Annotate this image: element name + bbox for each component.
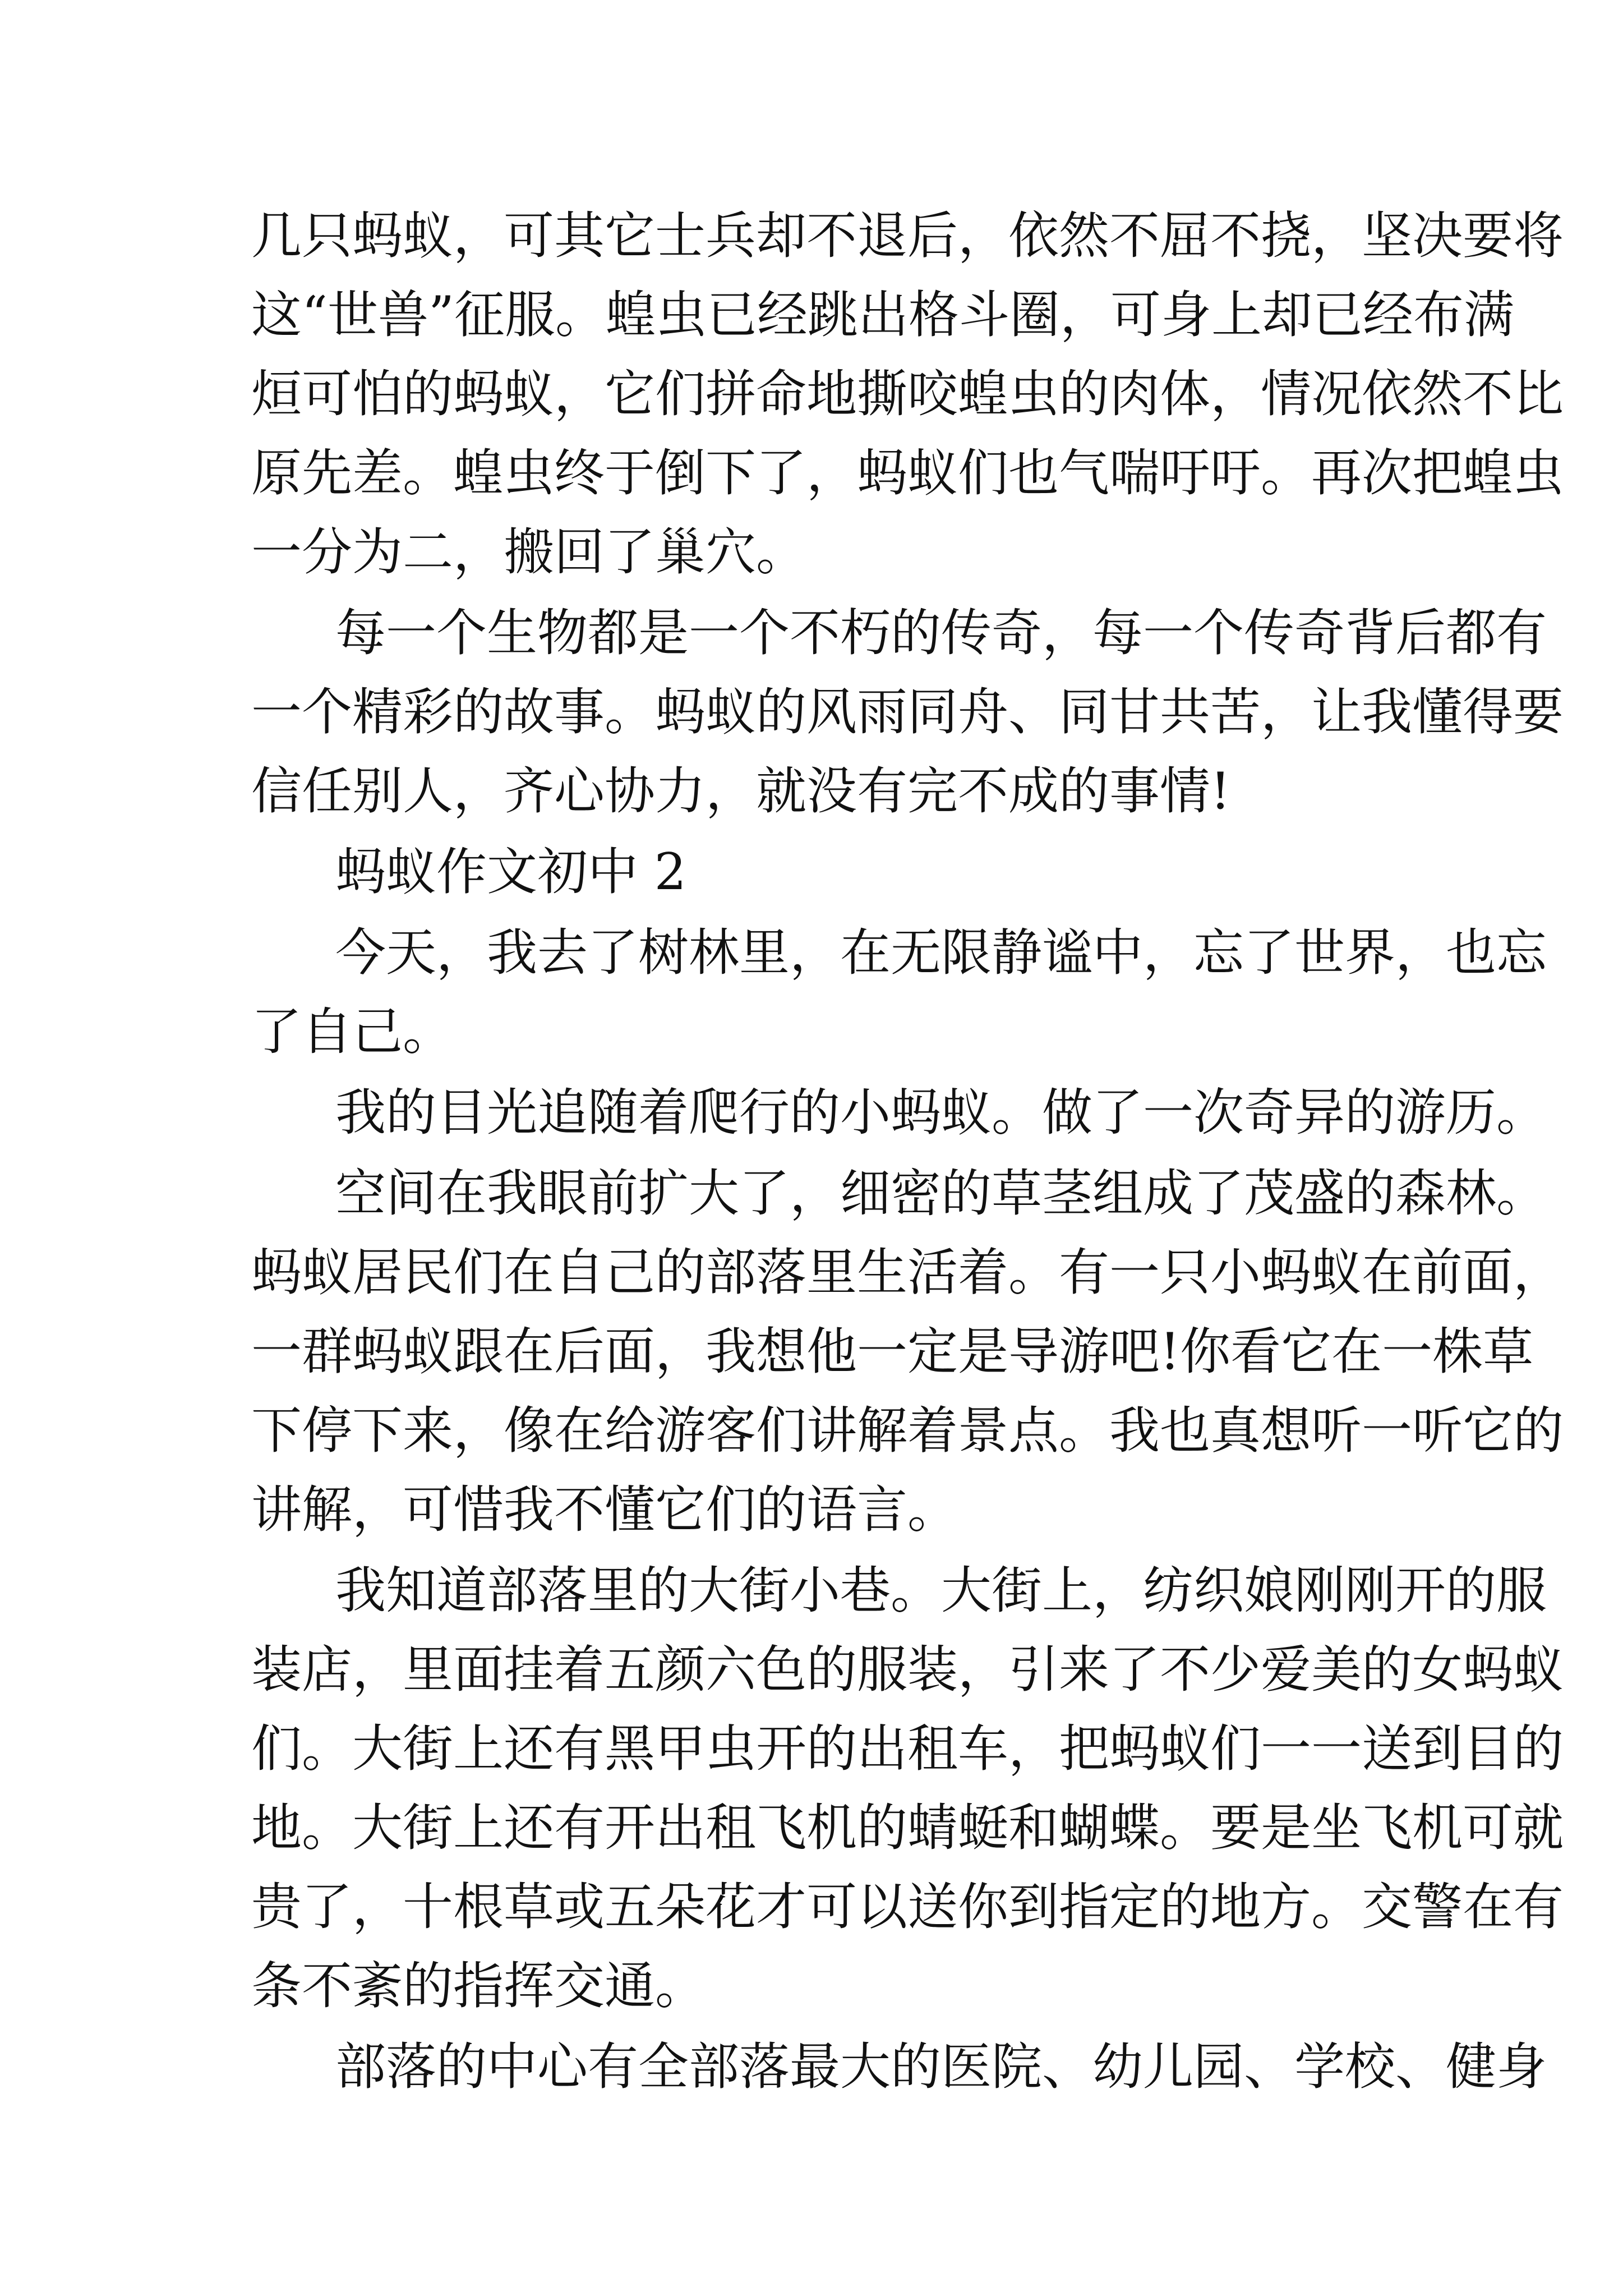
text-line: 蚂蚁居民们在自己的部落里生活着。有一只小蚂蚁在前面，: [251, 1243, 1564, 1302]
text-line: 每一个生物都是一个不朽的传奇，每一个传奇背后都有: [335, 604, 1547, 662]
text-line: 们。大街上还有黑甲虫开的出租车，把蚂蚁们一一送到目的: [251, 1719, 1564, 1778]
text-line: 一群蚂蚁跟在后面，我想他一定是导游吧!你看它在一株草: [251, 1322, 1534, 1381]
text-line: 信任别人，齐心协力，就没有完不成的事情!: [251, 762, 1231, 821]
text-line: 一分为二，搬回了巢穴。: [251, 523, 806, 582]
text-line: 一个精彩的故事。蚂蚁的风雨同舟、同甘共苦，让我懂得要: [251, 683, 1564, 742]
text-line: 贵了，十根草或五朵花才可以送你到指定的地方。交警在有: [251, 1878, 1564, 1936]
text-line: 装店，里面挂着五颜六色的服装，引来了不少爱美的女蚂蚁: [251, 1640, 1564, 1699]
text-line: 我的目光追随着爬行的小蚂蚁。做了一次奇异的游历。: [335, 1083, 1547, 1142]
text-line: 地。大街上还有开出租飞机的蜻蜓和蝴蝶。要是坐飞机可就: [251, 1798, 1564, 1857]
text-line: 烜可怕的蚂蚁，它们拼命地撕咬蝗虫的肉体，情况依然不比: [251, 365, 1564, 424]
text-line: 部落的中心有全部落最大的医院、幼儿园、学校、健身: [335, 2037, 1547, 2096]
text-line: 几只蚂蚁，可其它士兵却不退后，依然不屈不挠，坚决要将: [251, 206, 1564, 265]
section-heading: 蚂蚁作文初中 2: [335, 843, 686, 901]
text-line: 讲解，可惜我不懂它们的语言。: [251, 1480, 958, 1539]
text-line: 原先差。蝗虫终于倒下了，蚂蚁们也气喘吁吁。再次把蝗虫: [251, 444, 1564, 503]
text-line: 这“世兽”征服。蝗虫已经跳出格斗圈，可身上却已经布满: [251, 286, 1515, 344]
text-line: 下停下来，像在给游客们讲解着景点。我也真想听一听它的: [251, 1401, 1564, 1460]
text-line: 空间在我眼前扩大了，细密的草茎组成了茂盛的森林。: [335, 1164, 1547, 1223]
text-line: 今天，我去了树林里，在无限静谧中，忘了世界，也忘: [335, 923, 1547, 982]
text-line: 条不紊的指挥交通。: [251, 1957, 706, 2016]
text-line: 了自己。: [251, 1002, 453, 1061]
text-line: 我知道部落里的大街小巷。大街上，纺织娘刚刚开的服: [335, 1561, 1547, 1620]
